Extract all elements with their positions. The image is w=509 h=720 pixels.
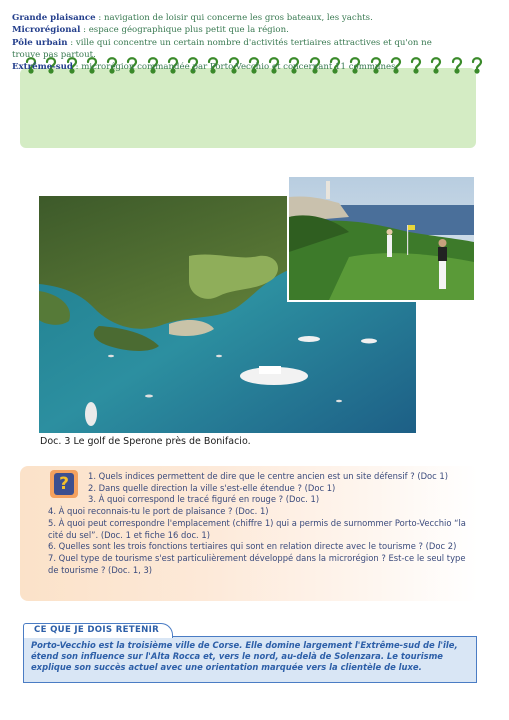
vocab-entry: Microrégional : espace géographique plus petit que la région. [12, 25, 289, 36]
golf-photo [287, 175, 476, 302]
question-item: 1. Quels indices permettent de dire que le centre ancien est un site défensif ? (Doc 1) [88, 471, 449, 481]
retain-title: CE QUE JE DOIS RETENIR [34, 625, 160, 635]
vocab-entry: Grande plaisance : navigation de loisir qui concerne les gros bateaux, les yachts. [12, 13, 373, 23]
question-item: 7. Quel type de tourisme s'est particulièrement développé dans la microrégion ? Est-ce le seul type de tourisme ? (Doc. 1, 3) [48, 552, 466, 575]
retain-text: Porto-Vecchio est la troisième ville de Corse. Elle domine largement l'Extrême-sud de l'île, étend son influence sur l'Alta Rocca et, vers le nord, au-delà de Solenzara. Le tourisme explique son succès actuel avec une orientation marquée vers la clientèle de luxe. [31, 640, 458, 673]
golf-photo-illustration [289, 177, 474, 300]
spiral-coil-icon [470, 55, 484, 75]
vocabulary-box [20, 68, 476, 148]
question-item: 3. À quoi correspond le tracé figuré en rouge ? (Doc. 1) [88, 494, 320, 505]
vocab-entry: Pôle urbain : ville qui concentre un certain nombre d'activités tertiaires attractives et qu'on ne trouve pas partout. [12, 37, 432, 60]
questions-list [48, 471, 473, 576]
question-item: 2. Dans quelle direction la ville s'est-elle étendue ? (Doc 1) [88, 482, 336, 493]
vocabulary-list [12, 12, 452, 73]
question-item: 6. Quelles sont les trois fonctions tertiaires qui sont en relation directe avec le tourisme ? (Doc 2) [48, 541, 457, 552]
question-item: 5. À quoi peut correspondre l'emplacement (chiffre 1) qui a permis de surnommer Porto-Vecchio “la cité du sel”. (Doc. 1 et fiche 16 doc. 1) [48, 517, 466, 540]
question-item: 4. À quoi reconnais-tu le port de plaisance ? (Doc. 1) [48, 506, 269, 517]
vocab-entry: Extrême-sud : microrégion commandée par Porto-Vecchio et concernant 11 communes. [12, 62, 399, 73]
photo-caption: Doc. 3 Le golf de Sperone près de Bonifacio. [40, 436, 251, 447]
question-mark-glyph: ? [54, 473, 74, 495]
